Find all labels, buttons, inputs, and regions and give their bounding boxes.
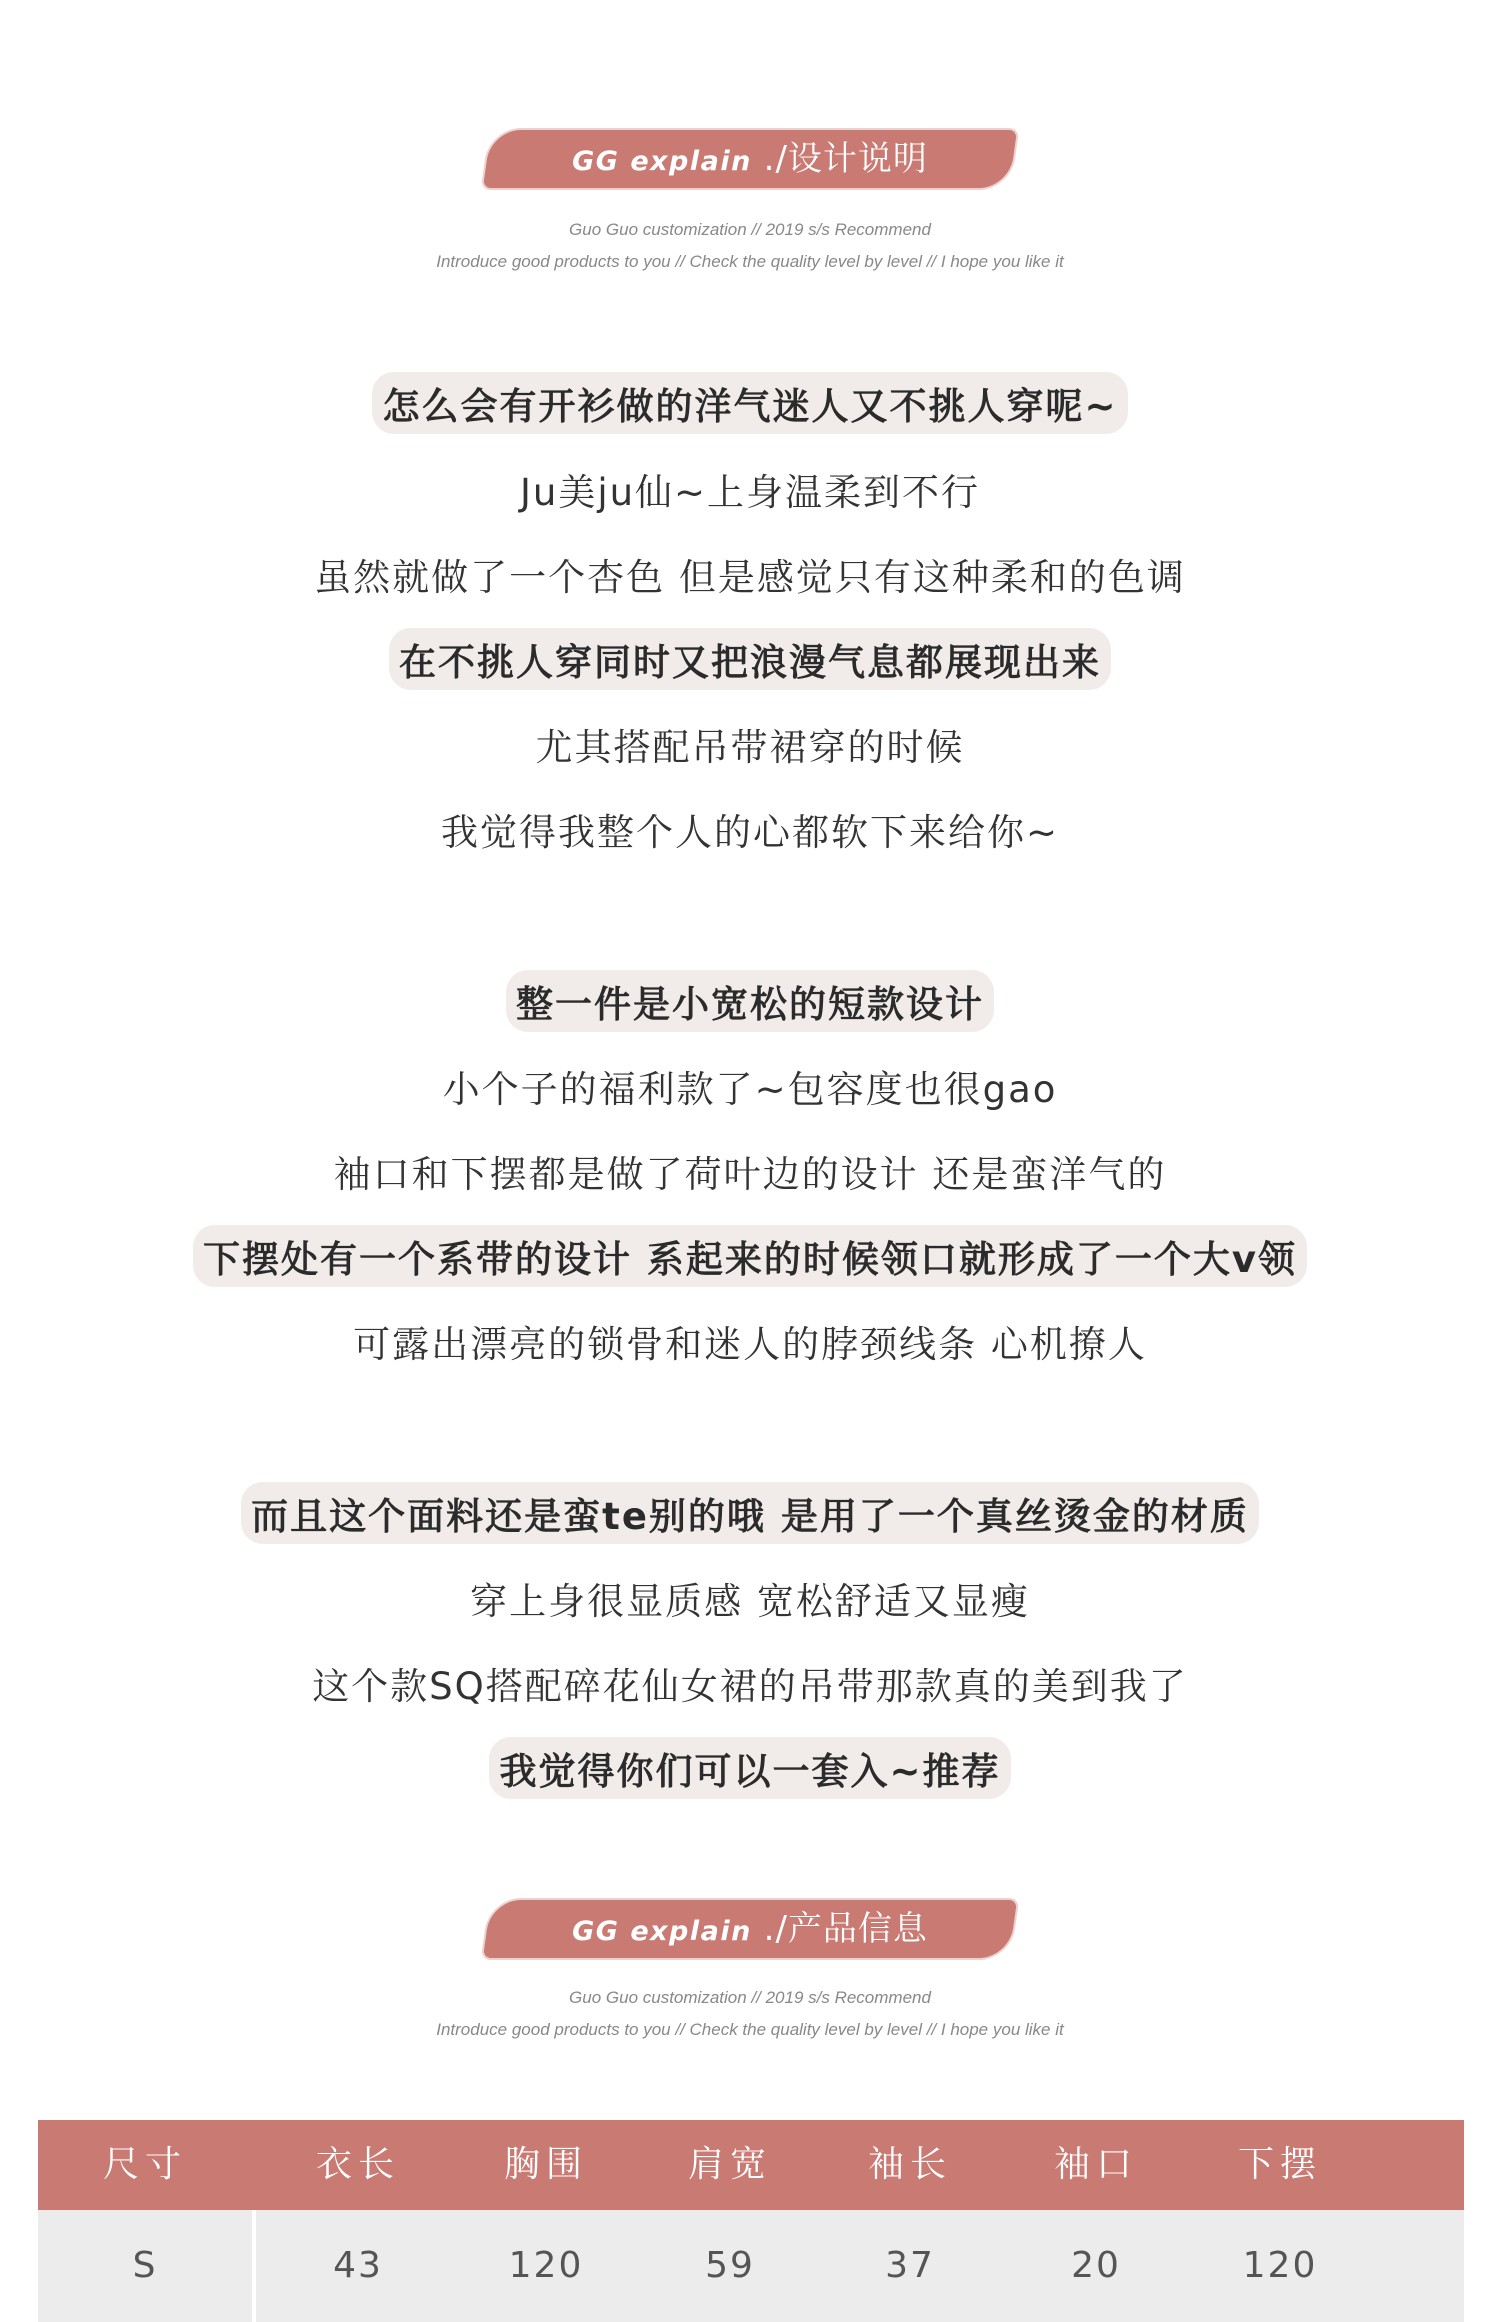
copy-line: 可露出漂亮的锁骨和迷人的脖颈线条 心机撩人: [353, 1323, 1147, 1366]
design-banner-en: GG explain: [572, 146, 752, 177]
cell-length: 43: [333, 2245, 383, 2286]
copy-line: Ju美ju仙~上身温柔到不行: [519, 471, 981, 514]
product-subtitle-2: Introduce good products to you // Check the quality level by level // I hope you like it: [436, 2020, 1064, 2039]
header-length: 衣长: [315, 2144, 400, 2185]
product-banner-zh: 产品信息: [787, 1909, 928, 1949]
header-sleeve-length: 袖长: [867, 2144, 952, 2185]
copy-line: 我觉得我整个人的心都软下来给你~: [440, 811, 1059, 854]
product-section-header: [0, 1900, 1500, 1970]
header-chest: 胸围: [503, 2144, 588, 2185]
cell-shoulder: 59: [705, 2245, 755, 2286]
copy-line: 下摆处有一个系带的设计 系起来的时候领口就形成了一个大v领: [0, 1225, 1500, 1287]
copy-line: 我觉得你们可以一套入~推荐: [0, 1737, 1500, 1799]
column-divider: [252, 2210, 256, 2322]
design-subtitle-1: Guo Guo customization // 2019 s/s Recommend: [569, 220, 931, 239]
design-banner-zh: 设计说明: [787, 139, 928, 179]
header-shoulder: 肩宽: [687, 2144, 772, 2185]
copy-line: 而且这个面料还是蛮te别的哦 是用了一个真丝烫金的材质: [0, 1482, 1500, 1544]
product-banner-title: [487, 1900, 1013, 1958]
header-hem: 下摆: [1237, 2144, 1322, 2185]
copy-line: 袖口和下摆都是做了荷叶边的设计 还是蛮洋气的: [333, 1153, 1167, 1196]
copy-line: 整一件是小宽松的短款设计: [0, 970, 1500, 1032]
design-subtitle-2: Introduce good products to you // Check the quality level by level // I hope you like it: [436, 252, 1064, 271]
design-section-header: [0, 130, 1500, 200]
copy-line: 怎么会有开衫做的洋气迷人又不挑人穿呢~: [0, 372, 1500, 434]
cell-sleeve-length: 37: [885, 2245, 935, 2286]
copy-line: 尤其搭配吊带裙穿的时候: [535, 726, 965, 769]
cell-cuff: 20: [1071, 2245, 1121, 2286]
header-cuff: 袖口: [1053, 2144, 1138, 2185]
header-size: 尺寸: [102, 2144, 187, 2185]
copy-line: 虽然就做了一个杏色 但是感觉只有这种柔和的色调: [314, 556, 1186, 599]
copy-line: 这个款SQ搭配碎花仙女裙的吊带那款真的美到我了: [312, 1665, 1188, 1708]
size-table: [38, 2120, 1464, 2322]
design-banner-title: [487, 130, 1013, 188]
copy-line: 穿上身很显质感 宽松舒适又显瘦: [470, 1580, 1030, 1623]
product-subtitle-1: Guo Guo customization // 2019 s/s Recommend: [569, 1988, 931, 2007]
cell-size: S: [132, 2245, 158, 2286]
cell-hem: 120: [1242, 2245, 1318, 2286]
design-banner-sep: ./: [751, 139, 788, 179]
table-row: [38, 2210, 1464, 2322]
product-banner-en: GG explain: [572, 1916, 752, 1947]
cell-chest: 120: [508, 2245, 584, 2286]
copy-line: 在不挑人穿同时又把浪漫气息都展现出来: [0, 628, 1500, 690]
copy-line: 小个子的福利款了~包容度也很gao: [442, 1068, 1058, 1111]
size-table-header: [38, 2120, 1464, 2210]
product-banner-sep: ./: [751, 1909, 788, 1949]
